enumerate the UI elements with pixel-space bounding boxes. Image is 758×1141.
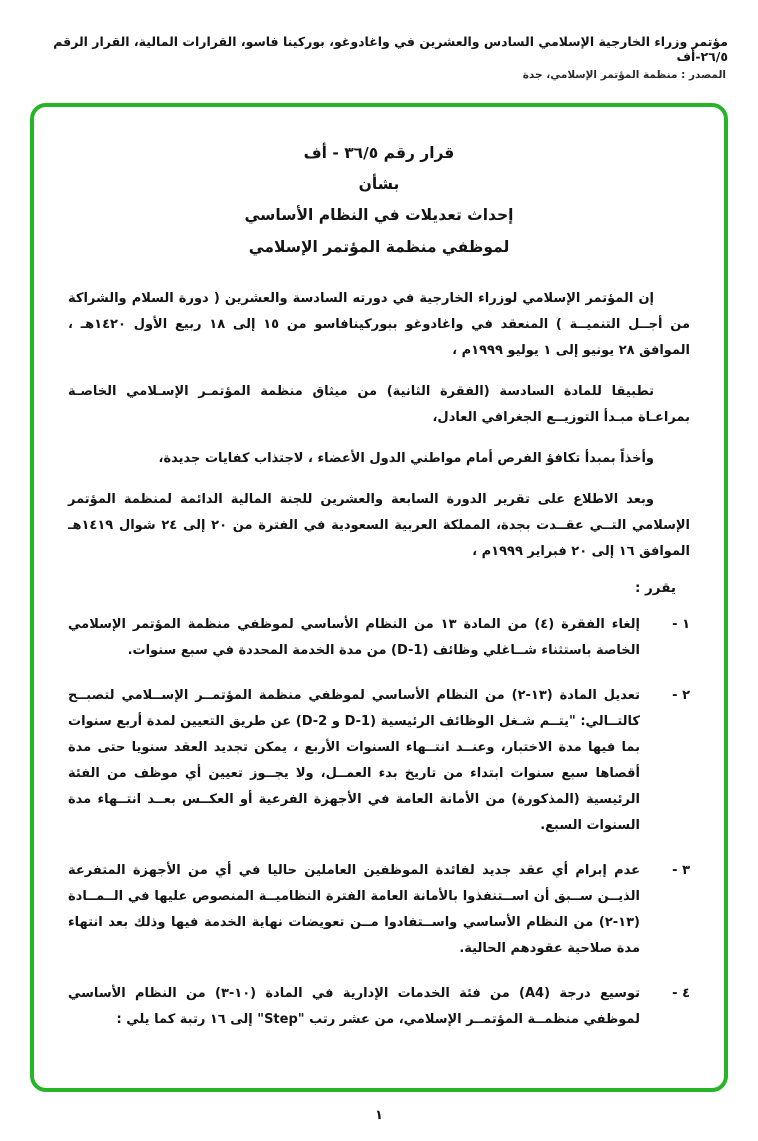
page-number: ١ bbox=[375, 1107, 383, 1123]
preamble-paragraph: إن المؤتمر الإسلامي لوزراء الخارجية في دورته السادسة والعشرين ( دورة السلام والشراكة من أجــل التنميــة ) المنعقد في واغادوغو ببوركينافاسو من ١٥ إلى ١٨ ربيع الأول ١٤٢٠هـ ، الموافق ٢٨ يونيو إلى ١ يوليو ١٩٩٩م ، bbox=[68, 290, 690, 358]
preamble-paragraph: وأخذاً بمبدأ تكافؤ الفرص أمام مواطني الدول الأعضاء ، لاجتذاب كفايات جديدة، bbox=[158, 450, 654, 466]
resolution-title-block bbox=[68, 138, 690, 262]
resolution-number-title: قرار رقم ٣٦/٥ - أف bbox=[303, 144, 455, 162]
resolution-subject-line1: إحداث تعديلات في النظام الأساسي bbox=[244, 206, 514, 225]
resolution-subject-line2: لموظفي منظمة المؤتمر الإسلامي bbox=[248, 237, 510, 256]
resolution-subject-word: بشأن bbox=[358, 175, 400, 194]
item-number: ٣ - bbox=[672, 862, 690, 878]
resolution-item bbox=[68, 858, 690, 962]
item-number: ٤ - bbox=[672, 985, 690, 1001]
item-text: إلغاء الفقرة (٤) من المادة ١٣ من النظام الأساسي لموظفي منظمة المؤتمر الإسلامي الخاصة باستثناء شــاغلي وظائف (D-1) من مدة الخدمة المحددة في سبع سنوات. bbox=[68, 616, 640, 658]
document-header bbox=[30, 34, 728, 81]
header-source-line: المصدر : منظمة المؤتمر الإسلامي، جدة bbox=[522, 69, 726, 81]
item-text: عدم إبرام أي عقد جديد لفائدة الموظفين العاملين حاليا في أي من الأجهزة المتفرعة الذيــن ســبق أن اســتنفذوا بالأمانة العامة الفترة النظاميــة المنصوص عليها في الــمــادة (١٣-٢) من النظام الأساسي واســتفادوا مــن تعويضات نهاية الخدمة فيها وذلك بعد انتهاء مدة صلاحية عقودهم الحالية. bbox=[68, 862, 640, 956]
header-title-line: مؤتمر وزراء الخارجية الإسلامي السادس والعشرين في واغادوغو، بوركينا فاسو، القرارات المالية، القرار الرقم ٢٦/٥-أف bbox=[53, 34, 728, 64]
resolution-item bbox=[68, 683, 690, 839]
item-text: تعديل المادة (١٣-٢) من النظام الأساسي لموظفي منظمة المؤتمــر الإســلامي لتصبــح كالتــالي: "يتــم شـغل الوظائف الرئيسية (D-1 و D-2) عن طريق التعيين لمدة أربع سنوات بما فيها مدة الاختبار، وعنــد انتــهاء السنوات الأربع ، يمكن تجديد العقد سنويا حتى مدة أقصاها سبع سنوات ابتداء من تاريخ بدء العمــل، ولا يجــوز تعيين أي موظف من الفئة الرئيسية (المذكورة) من الأمانة العامة في الأجهزة الفرعية أو العكــس بعــد انتــهاء مدة السنوات السبع. bbox=[68, 687, 640, 833]
resolution-item bbox=[68, 981, 690, 1033]
item-number: ١ - bbox=[672, 616, 690, 632]
item-text: توسيع درجة (A4) من فئة الخدمات الإدارية في المادة (١٠-٣) من النظام الأساسي لموظفي منظمــة المؤتمــر الإسلامي، من عشر رتب "Step" إلى ١٦ رتبة كما يلي : bbox=[68, 985, 640, 1027]
resolution-item bbox=[68, 612, 690, 664]
preamble-paragraph: تطبيقا للمادة السادسة (الفقرة الثانية) من ميثاق منظمة المؤتمـر الإسـلامي الخاصـة بمراعـاة مبـدأ التوزيــع الجغرافي العادل، bbox=[68, 383, 690, 425]
item-number: ٢ - bbox=[672, 687, 690, 703]
decision-label: يقرر : bbox=[634, 579, 676, 596]
preamble-paragraph: وبعد الاطلاع على تقرير الدورة السابعة والعشرين للجنة المالية الدائمة لمنظمة المؤتمر الإسلامي التــي عقــدت بجدة، المملكة العربية السعودية في الفترة من ٢٠ إلى ٢٤ شوال ١٤١٩هـ الموافق ١٦ إلى ٢٠ فبراير ١٩٩٩م ، bbox=[68, 491, 690, 559]
resolution-box bbox=[30, 103, 728, 1092]
